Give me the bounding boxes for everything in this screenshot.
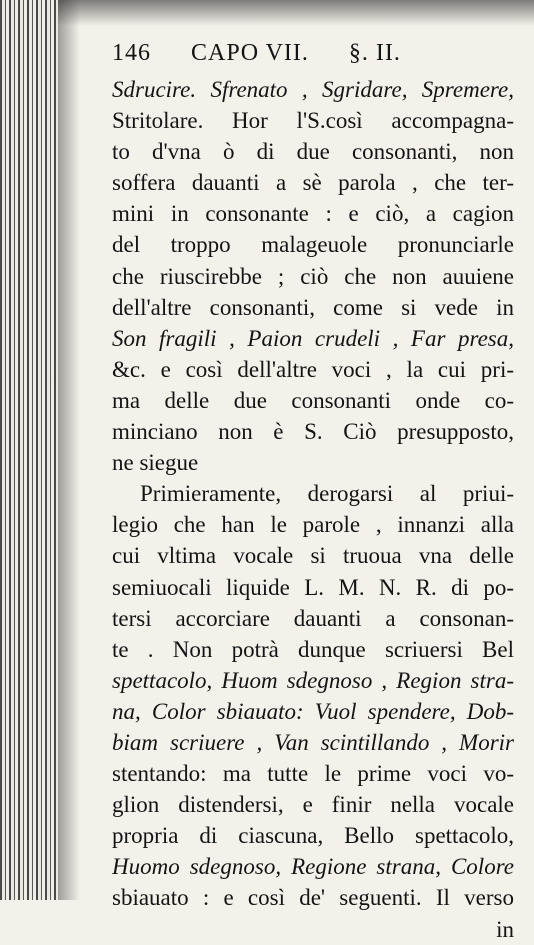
running-head [112, 40, 514, 74]
body-text [112, 74, 514, 945]
text-line: Huomo sdegnoso, Regione strana, Colore [112, 854, 514, 880]
text-line: biam scriuere , Van scintillando , Morir [112, 729, 514, 755]
book-gutter [0, 0, 58, 900]
text-line: tersi accorciare dauanti a consonan- [112, 605, 514, 631]
text-line: te . Non potrà dunque scriuersi Bel [112, 636, 514, 662]
text-line: semiuocali liquide L. M. N. R. di po- [112, 574, 514, 600]
text-line: soffera dauanti a sè parola , che ter- [112, 170, 514, 196]
text-line: del troppo malageuole pronunciarle [112, 232, 514, 258]
text-line: che riuscirebbe ; ciò che non auuiene [112, 263, 514, 289]
text-line: Primieramente, derogarsi al priui- [140, 481, 514, 507]
text-line: minciano non è S. Ciò presupposto, [112, 419, 514, 445]
text-line: propria di ciascuna, Bello spettacolo, [112, 823, 514, 849]
section-heading: §. II. [348, 40, 401, 66]
gutter-shadow [58, 0, 80, 900]
text-line: glion distendersi, e finir nella vocale [112, 792, 514, 818]
text-line: Sdrucire. Sfrenato , Sgridare, Spremere, [112, 77, 514, 102]
text-line: na, Color sbiauato: Vuol spendere, Dob- [112, 698, 514, 724]
chapter-heading: CAPO VII. [191, 40, 309, 66]
text-line: ma delle due consonanti onde co- [112, 387, 514, 413]
text-line: &c. e così dell'altre voci , la cui pri- [112, 356, 514, 382]
page-top-shadow [58, 0, 534, 26]
text-line: Son fragili , Paion crudeli , Far presa, [112, 325, 514, 351]
text-line: stentando: ma tutte le prime voci vo- [112, 761, 514, 787]
text-line: cui vltima vocale si truoua vna delle [112, 543, 514, 569]
text-line: ne siegue [112, 450, 199, 476]
text-line: mini in consonante : e ciò, a cagion [112, 201, 514, 227]
text-line: legio che han le parole , innanzi alla [112, 512, 514, 538]
text-line: sbiauato : e così de' seguenti. Il verso [112, 885, 514, 911]
text-line: dell'altre consonanti, come si vede in [112, 294, 514, 320]
text-line: Stritolare. Hor l'S.così accompagna- [112, 108, 514, 134]
page-text-block [112, 40, 514, 945]
text-line: in [496, 916, 514, 942]
text-line: spettacolo, Huom sdegnoso , Region stra- [112, 667, 514, 693]
page-number: 146 [112, 40, 151, 66]
text-line: to d'vna ò di due consonanti, non [112, 139, 514, 165]
